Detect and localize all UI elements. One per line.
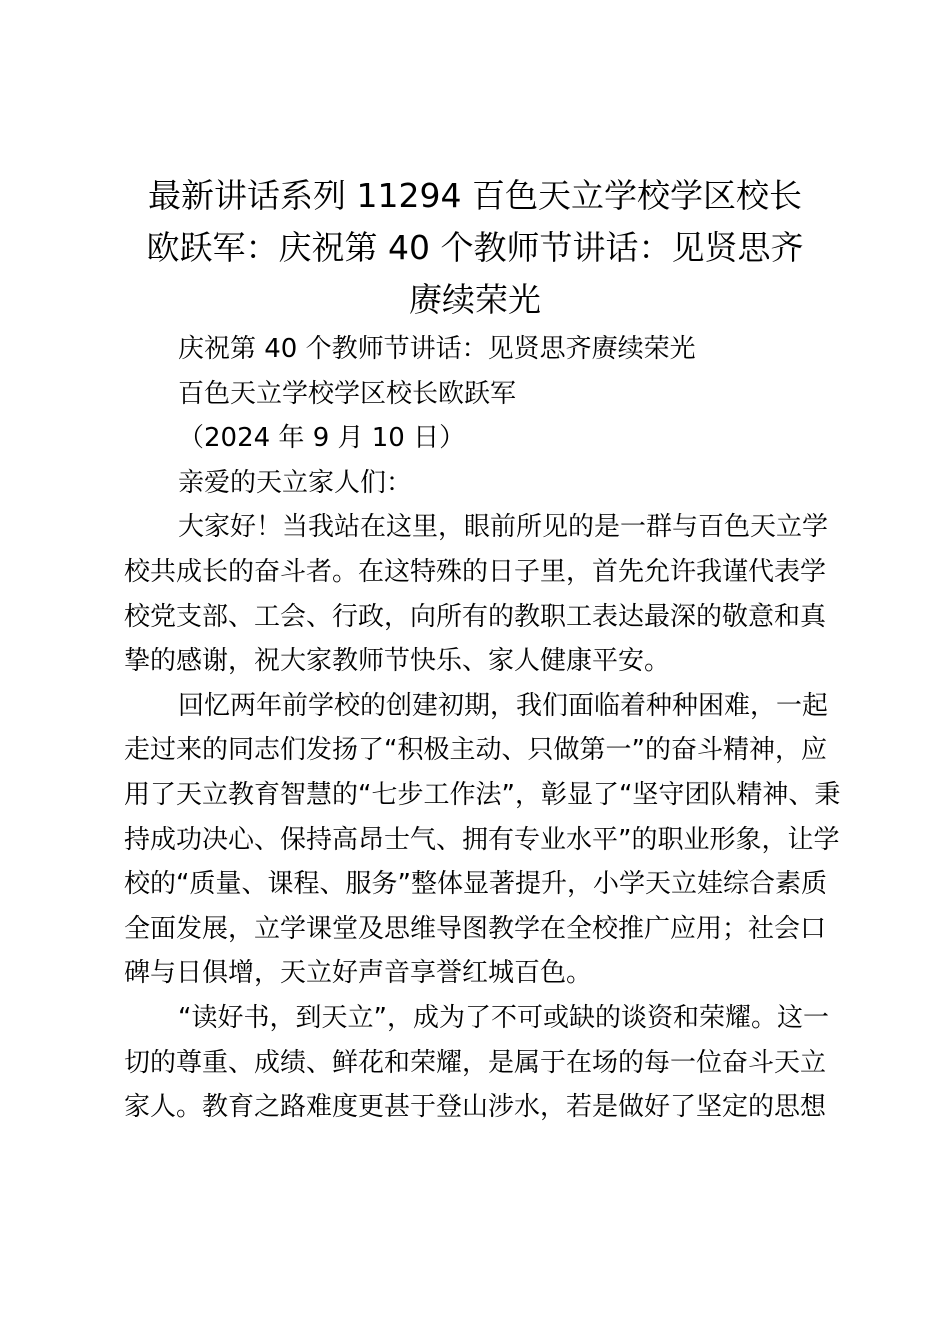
body-line: 家人。教育之路难度更甚于登山涉水，若是做好了坚定的思想 — [124, 1092, 827, 1123]
body-line: 持成功决心、保持高昂士气、拥有专业水平”的职业形象，让学 — [124, 824, 840, 855]
title-line: 最新讲话系列 11294 百色天立学校学区校长 — [148, 176, 802, 215]
body-line: 校共成长的奋斗者。在这特殊的日子里，首先允许我谨代表学 — [124, 556, 827, 587]
document-title — [120, 170, 830, 326]
body-line: 全面发展，立学课堂及思维导图教学在全校推广应用；社会口 — [124, 913, 827, 944]
title-line: 欧跃军：庆祝第 40 个教师节讲话：见贤思齐 — [146, 228, 804, 267]
body-line: 切的尊重、成绩、鲜花和荣耀，是属于在场的每一位奋斗天立 — [124, 1047, 827, 1078]
body-line: 亲爱的天立家人们： — [178, 467, 413, 498]
body-line: 庆祝第 40 个教师节讲话：见贤思齐赓续荣光 — [178, 334, 696, 364]
body-line: 挚的感谢，祝大家教师节快乐、家人健康平安。 — [124, 646, 671, 677]
body-line: “读好书，到天立”，成为了不可或缺的谈资和荣耀。这一 — [178, 1002, 829, 1033]
body-line: 回忆两年前学校的创建初期，我们面临着种种困难，一起 — [178, 690, 829, 721]
document-body — [124, 327, 841, 1130]
body-line: 用了天立教育智慧的“七步工作法”，彰显了“坚守团队精神、秉 — [124, 779, 841, 810]
body-line: （2024 年 9 月 10 日） — [178, 423, 466, 454]
body-line: 校党支部、工会、行政，向所有的教职工表达最深的敬意和真 — [124, 601, 827, 632]
body-line: 走过来的同志们发扬了“积极主动、只做第一”的奋斗精神，应 — [124, 735, 827, 766]
title-line: 赓续荣光 — [409, 280, 541, 319]
body-line: 碑与日俱增，天立好声音享誉红城百色。 — [124, 958, 593, 989]
body-line: 校的“质量、课程、服务”整体显著提升，小学天立娃综合素质 — [124, 869, 827, 900]
body-line: 大家好！当我站在这里，眼前所见的是一群与百色天立学 — [178, 512, 829, 543]
body-line: 百色天立学校学区校长欧跃军 — [178, 378, 517, 409]
